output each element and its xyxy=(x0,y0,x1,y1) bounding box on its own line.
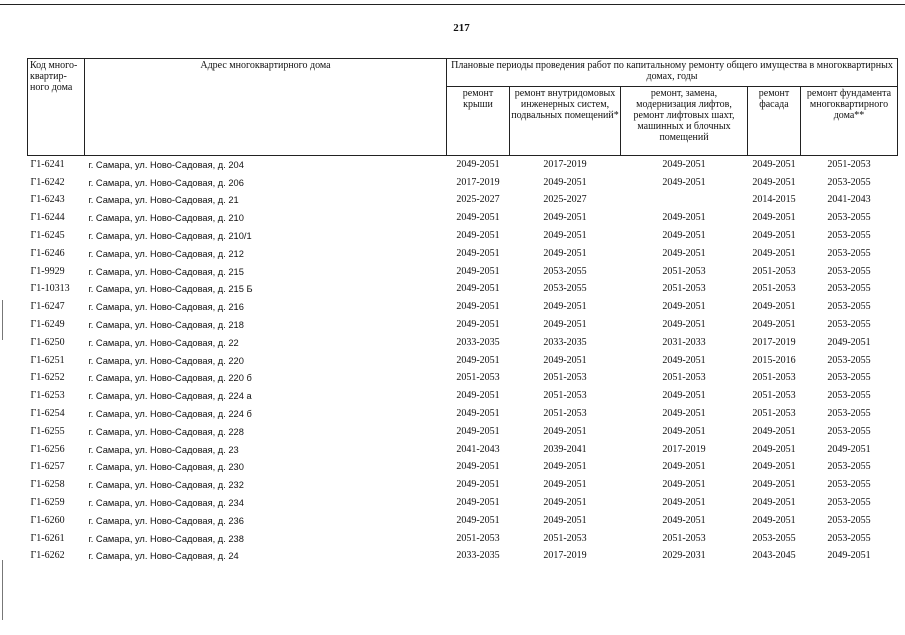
facade-period-cell: 2051-2053 xyxy=(752,372,796,384)
house-code-cell: Г1-6245 xyxy=(30,230,65,242)
roof-period-cell: 2049-2051 xyxy=(456,514,500,526)
elevator-period-cell: 2017-2019 xyxy=(662,443,706,455)
engineering-period-cell: 2051-2053 xyxy=(543,390,587,402)
roof-period-cell: 2049-2051 xyxy=(456,479,500,491)
roof-period-cell: 2049-2051 xyxy=(456,408,500,420)
engineering-period-cell: 2049-2051 xyxy=(543,301,587,313)
foundation-period-cell: 2053-2055 xyxy=(827,247,871,259)
roof-period-cell: 2049-2051 xyxy=(456,230,500,242)
table-row xyxy=(28,405,898,423)
engineering-period-cell: 2049-2051 xyxy=(543,319,587,331)
address-cell: г. Самара, ул. Ново-Садовая, д. 212 xyxy=(88,248,244,259)
address-cell: г. Самара, ул. Ново-Садовая, д. 22 xyxy=(88,337,239,348)
address-cell: г. Самара, ул. Ново-Садовая, д. 210 xyxy=(88,213,244,224)
foundation-period-cell: 2053-2055 xyxy=(827,212,871,224)
elevator-period-cell: 2049-2051 xyxy=(621,156,748,174)
house-code-cell: Г1-9929 xyxy=(30,265,65,277)
engineering-period-cell: 2049-2051 xyxy=(543,176,587,188)
house-code-cell: Г1-6252 xyxy=(30,372,65,384)
table-body xyxy=(28,156,898,566)
elevator-period-cell: 2031-2033 xyxy=(662,336,706,348)
header-periods: Плановые периоды проведения работ по капитальному ремонту общего имущества в многоквартирных домах, годы xyxy=(447,59,898,87)
address-cell: г. Самара, ул. Ново-Садовая, д. 220 xyxy=(88,355,244,366)
address-cell: г. Самара, ул. Ново-Садовая, д. 236 xyxy=(88,515,244,526)
roof-period-cell: 2025-2027 xyxy=(456,194,500,206)
elevator-period-cell: 2051-2053 xyxy=(662,532,706,544)
address-cell: г. Самара, ул. Ново-Садовая, д. 215 xyxy=(88,266,244,277)
table-row xyxy=(28,192,898,210)
table-row xyxy=(28,281,898,299)
roof-period-cell: 2033-2035 xyxy=(456,550,500,562)
elevator-period-cell: 2049-2051 xyxy=(662,212,706,224)
header-foundation: ремонт фундамента многоквартирного дома** xyxy=(801,87,898,156)
engineering-period-cell: 2039-2041 xyxy=(543,443,587,455)
address-cell: г. Самара, ул. Ново-Садовая, д. 215 Б xyxy=(88,284,253,295)
facade-period-cell: 2049-2051 xyxy=(752,479,796,491)
house-code-cell: Г1-6260 xyxy=(30,514,65,526)
elevator-period-cell: 2049-2051 xyxy=(662,176,706,188)
roof-period-cell: 2049-2051 xyxy=(456,319,500,331)
elevator-period-cell: 2051-2053 xyxy=(662,372,706,384)
foundation-period-cell: 2053-2055 xyxy=(827,265,871,277)
table-row xyxy=(28,174,898,192)
foundation-period-cell: 2053-2055 xyxy=(827,230,871,242)
house-code-cell: Г1-6261 xyxy=(30,532,65,544)
house-code-cell: Г1-6255 xyxy=(30,425,65,437)
house-code-cell: Г1-6256 xyxy=(30,443,65,455)
elevator-period-cell: 2049-2051 xyxy=(662,425,706,437)
elevator-period-cell: 2029-2031 xyxy=(662,550,706,562)
address-cell: г. Самара, ул. Ново-Садовая, д. 234 xyxy=(88,498,244,509)
foundation-period-cell: 2053-2055 xyxy=(827,497,871,509)
roof-period-cell: 2041-2043 xyxy=(456,443,500,455)
engineering-period-cell: 2033-2035 xyxy=(543,336,587,348)
house-code-cell: Г1-6251 xyxy=(30,354,65,366)
roof-period-cell: 2049-2051 xyxy=(456,265,500,277)
house-code-cell: Г1-10313 xyxy=(30,283,70,295)
foundation-period-cell: 2053-2055 xyxy=(827,283,871,295)
roof-period-cell: 2049-2051 xyxy=(456,390,500,402)
engineering-period-cell: 2049-2051 xyxy=(543,461,587,473)
house-code-cell: Г1-6244 xyxy=(30,212,65,224)
foundation-period-cell: 2051-2053 xyxy=(801,156,898,174)
header-facade: ремонт фасада xyxy=(748,87,801,156)
roof-period-cell: 2049-2051 xyxy=(447,156,510,174)
address-cell: г. Самара, ул. Ново-Садовая, д. 224 б xyxy=(88,409,252,420)
engineering-period-cell: 2053-2055 xyxy=(543,283,587,295)
foundation-period-cell: 2049-2051 xyxy=(827,336,871,348)
engineering-period-cell: 2049-2051 xyxy=(543,425,587,437)
engineering-period-cell: 2053-2055 xyxy=(543,265,587,277)
address-cell: г. Самара, ул. Ново-Садовая, д. 206 xyxy=(88,177,244,188)
table-row xyxy=(28,370,898,388)
foundation-period-cell: 2049-2051 xyxy=(827,550,871,562)
roof-period-cell: 2049-2051 xyxy=(456,212,500,224)
header-elevators: ремонт, замена, модернизация лифтов, ремонт лифтовых шахт, машинных и блочных помещений xyxy=(621,87,748,156)
facade-period-cell: 2043-2045 xyxy=(752,550,796,562)
house-code-cell: Г1-6253 xyxy=(30,390,65,402)
roof-period-cell: 2049-2051 xyxy=(456,425,500,437)
scan-margin-mark xyxy=(2,300,3,340)
table-row xyxy=(28,387,898,405)
house-code-cell: Г1-6242 xyxy=(30,176,65,188)
elevator-period-cell: 2051-2053 xyxy=(662,283,706,295)
roof-period-cell: 2049-2051 xyxy=(456,301,500,313)
facade-period-cell: 2049-2051 xyxy=(752,301,796,313)
elevator-period-cell: 2049-2051 xyxy=(662,479,706,491)
table-row xyxy=(28,156,898,174)
engineering-period-cell: 2025-2027 xyxy=(543,194,587,206)
address-cell: г. Самара, ул. Ново-Садовая, д. 218 xyxy=(88,320,244,331)
house-code-cell: Г1-6241 xyxy=(28,156,85,174)
address-cell: г. Самара, ул. Ново-Садовая, д. 238 xyxy=(88,533,244,544)
roof-period-cell: 2049-2051 xyxy=(456,247,500,259)
engineering-period-cell: 2049-2051 xyxy=(543,212,587,224)
facade-period-cell: 2049-2051 xyxy=(752,230,796,242)
roof-period-cell: 2049-2051 xyxy=(456,461,500,473)
address-cell: г. Самара, ул. Ново-Садовая, д. 24 xyxy=(88,551,239,562)
facade-period-cell: 2049-2051 xyxy=(752,319,796,331)
engineering-period-cell: 2049-2051 xyxy=(543,230,587,242)
engineering-period-cell: 2051-2053 xyxy=(543,408,587,420)
table-row xyxy=(28,352,898,370)
elevator-period-cell xyxy=(621,192,748,210)
engineering-period-cell: 2049-2051 xyxy=(543,354,587,366)
engineering-period-cell: 2049-2051 xyxy=(543,247,587,259)
foundation-period-cell: 2053-2055 xyxy=(827,479,871,491)
repair-schedule-table xyxy=(27,58,898,565)
elevator-period-cell: 2049-2051 xyxy=(662,319,706,331)
elevator-period-cell: 2049-2051 xyxy=(662,390,706,402)
table-row xyxy=(28,441,898,459)
header-roof: ремонт крыши xyxy=(447,87,510,156)
foundation-period-cell: 2053-2055 xyxy=(827,408,871,420)
facade-period-cell: 2017-2019 xyxy=(752,336,796,348)
header-engineering: ремонт внутридомовых инженерных систем, подвальных помещений* xyxy=(510,87,621,156)
foundation-period-cell: 2053-2055 xyxy=(827,176,871,188)
facade-period-cell: 2051-2053 xyxy=(752,265,796,277)
roof-period-cell: 2017-2019 xyxy=(456,176,500,188)
header-code: Код много-квартир-ного дома xyxy=(28,59,85,156)
engineering-period-cell: 2049-2051 xyxy=(543,497,587,509)
elevator-period-cell: 2049-2051 xyxy=(662,461,706,473)
house-code-cell: Г1-6262 xyxy=(30,550,65,562)
roof-period-cell: 2049-2051 xyxy=(456,497,500,509)
table-row xyxy=(28,494,898,512)
table-row xyxy=(28,263,898,281)
address-cell: г. Самара, ул. Ново-Садовая, д. 232 xyxy=(88,480,244,491)
roof-period-cell: 2051-2053 xyxy=(456,532,500,544)
table-row xyxy=(28,227,898,245)
elevator-period-cell: 2049-2051 xyxy=(662,247,706,259)
house-code-cell: Г1-6249 xyxy=(30,319,65,331)
address-cell: г. Самара, ул. Ново-Садовая, д. 23 xyxy=(88,444,239,455)
foundation-period-cell: 2053-2055 xyxy=(827,461,871,473)
address-cell: г. Самара, ул. Ново-Садовая, д. 224 а xyxy=(88,391,252,402)
facade-period-cell: 2049-2051 xyxy=(752,461,796,473)
facade-period-cell: 2049-2051 xyxy=(748,156,801,174)
roof-period-cell: 2049-2051 xyxy=(456,354,500,366)
elevator-period-cell: 2049-2051 xyxy=(662,301,706,313)
engineering-period-cell: 2051-2053 xyxy=(543,372,587,384)
engineering-period-cell: 2049-2051 xyxy=(543,479,587,491)
foundation-period-cell: 2041-2043 xyxy=(827,194,871,206)
house-code-cell: Г1-6258 xyxy=(30,479,65,491)
address-cell: г. Самара, ул. Ново-Садовая, д. 204 xyxy=(85,156,447,174)
foundation-period-cell: 2053-2055 xyxy=(827,354,871,366)
address-cell: г. Самара, ул. Ново-Садовая, д. 220 б xyxy=(88,373,252,384)
scan-margin-mark xyxy=(2,560,3,620)
house-code-cell: Г1-6243 xyxy=(30,194,65,206)
foundation-period-cell: 2049-2051 xyxy=(827,443,871,455)
facade-period-cell: 2051-2053 xyxy=(752,390,796,402)
foundation-period-cell: 2053-2055 xyxy=(827,319,871,331)
top-rule xyxy=(0,4,905,5)
table-row xyxy=(28,245,898,263)
table-row xyxy=(28,548,898,566)
facade-period-cell: 2049-2051 xyxy=(752,425,796,437)
address-cell: г. Самара, ул. Ново-Садовая, д. 230 xyxy=(88,462,244,473)
table-row xyxy=(28,298,898,316)
address-cell: г. Самара, ул. Ново-Садовая, д. 21 xyxy=(88,195,239,206)
elevator-period-cell: 2051-2053 xyxy=(662,265,706,277)
house-code-cell: Г1-6250 xyxy=(30,336,65,348)
engineering-period-cell: 2017-2019 xyxy=(543,550,587,562)
elevator-period-cell: 2049-2051 xyxy=(662,497,706,509)
engineering-period-cell: 2017-2019 xyxy=(510,156,621,174)
address-cell: г. Самара, ул. Ново-Садовая, д. 228 xyxy=(88,426,244,437)
foundation-period-cell: 2053-2055 xyxy=(827,372,871,384)
page-number xyxy=(0,22,905,34)
table-row xyxy=(28,530,898,548)
roof-period-cell: 2051-2053 xyxy=(456,372,500,384)
facade-period-cell: 2053-2055 xyxy=(752,532,796,544)
table-row xyxy=(28,316,898,334)
table-row xyxy=(28,512,898,530)
header-address: Адрес многоквартирного дома xyxy=(85,59,447,156)
facade-period-cell: 2049-2051 xyxy=(752,212,796,224)
foundation-period-cell: 2053-2055 xyxy=(827,532,871,544)
table-row xyxy=(28,423,898,441)
house-code-cell: Г1-6259 xyxy=(30,497,65,509)
house-code-cell: Г1-6254 xyxy=(30,408,65,420)
facade-period-cell: 2049-2051 xyxy=(752,176,796,188)
facade-period-cell: 2049-2051 xyxy=(752,247,796,259)
elevator-period-cell: 2049-2051 xyxy=(662,354,706,366)
house-code-cell: Г1-6247 xyxy=(30,301,65,313)
facade-period-cell: 2049-2051 xyxy=(752,443,796,455)
elevator-period-cell: 2049-2051 xyxy=(662,514,706,526)
table-row xyxy=(28,334,898,352)
address-cell: г. Самара, ул. Ново-Садовая, д. 210/1 xyxy=(88,231,252,242)
facade-period-cell: 2051-2053 xyxy=(752,283,796,295)
facade-period-cell: 2015-2016 xyxy=(752,354,796,366)
address-cell: г. Самара, ул. Ново-Садовая, д. 216 xyxy=(88,302,244,313)
house-code-cell: Г1-6246 xyxy=(30,247,65,259)
roof-period-cell: 2033-2035 xyxy=(456,336,500,348)
roof-period-cell: 2049-2051 xyxy=(456,283,500,295)
engineering-period-cell: 2051-2053 xyxy=(543,532,587,544)
foundation-period-cell: 2053-2055 xyxy=(827,390,871,402)
facade-period-cell: 2051-2053 xyxy=(752,408,796,420)
foundation-period-cell: 2053-2055 xyxy=(827,425,871,437)
elevator-period-cell: 2049-2051 xyxy=(662,230,706,242)
house-code-cell: Г1-6257 xyxy=(30,461,65,473)
table-row xyxy=(28,476,898,494)
engineering-period-cell: 2049-2051 xyxy=(543,514,587,526)
elevator-period-cell: 2049-2051 xyxy=(662,408,706,420)
facade-period-cell: 2049-2051 xyxy=(752,497,796,509)
table-row xyxy=(28,459,898,477)
foundation-period-cell: 2053-2055 xyxy=(827,301,871,313)
facade-period-cell: 2014-2015 xyxy=(752,194,796,206)
facade-period-cell: 2049-2051 xyxy=(752,514,796,526)
foundation-period-cell: 2053-2055 xyxy=(827,514,871,526)
page-number-text: 217 xyxy=(453,22,470,34)
table-row xyxy=(28,209,898,227)
